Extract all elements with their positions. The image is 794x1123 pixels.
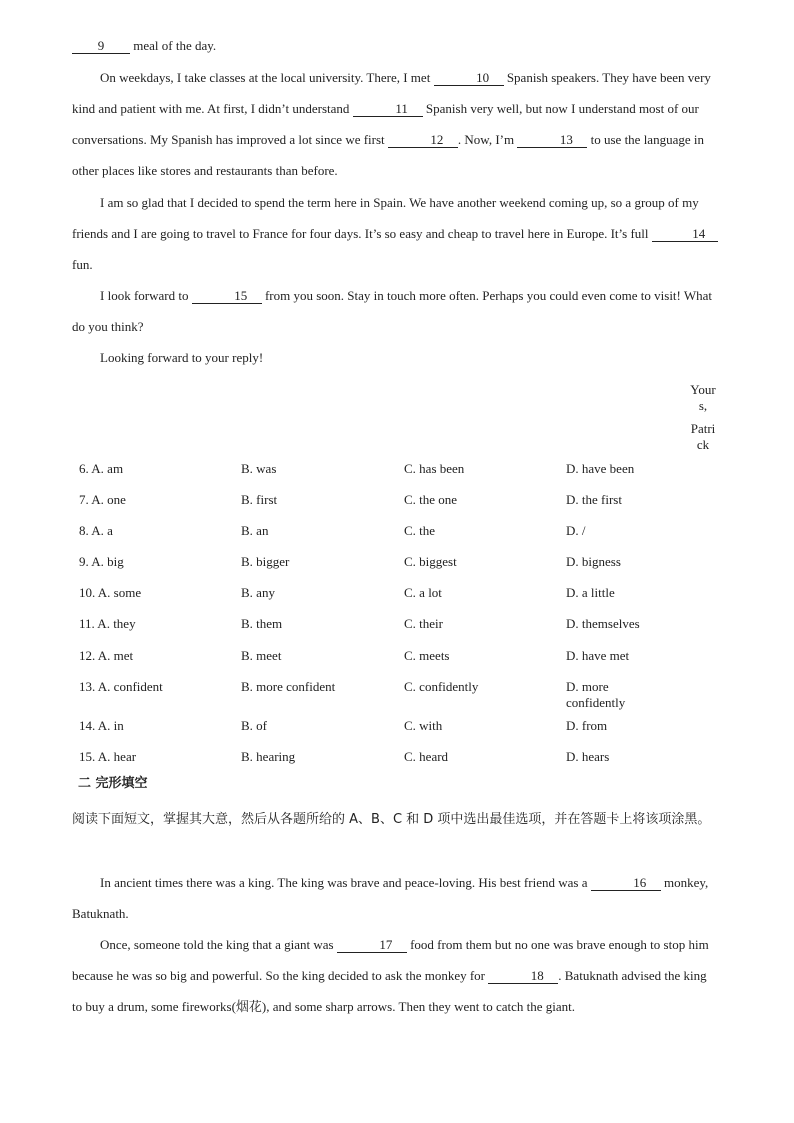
letter-paragraph-1: On weekdays, I take classes at the local university. There, I met 10 Spanish speakers. They have been very kind and patient with me. At first, I didn’t understand 11 Spanish very well, but now I understand most of our conversations. My Spanish has improved a lot since we first 12 . Now, I’m 13 to use the language in other places like stores and restaurants than before.	[72, 70, 711, 178]
option-b: B. more confident	[241, 679, 336, 694]
text-line: 9 meal of the day.	[72, 38, 216, 54]
option-b: B. an	[241, 523, 269, 538]
option-d: D. more confidently	[566, 679, 626, 710]
option-row	[79, 554, 719, 574]
blank-17: 17	[337, 938, 407, 953]
option-b: B. of	[241, 718, 267, 733]
blank-11: 11	[353, 102, 423, 117]
story-paragraph-1: In ancient times there was a king. The king was brave and peace-loving. His best friend was a 16 monkey, Batuknath.	[72, 875, 709, 921]
option-c: C. heard	[404, 749, 449, 764]
option-d: D. themselves	[566, 616, 640, 631]
option-c: C. confidently	[404, 679, 479, 694]
option-a: 8. A. a	[79, 523, 113, 538]
story-paragraph-2: Once, someone told the king that a giant was 17 food from them but no one was brave enough to stop him because he was so big and powerful. So the king decided to ask the monkey for 18 . Batuknath advised the king to buy a drum, some fireworks(烟花), and some sharp arrows. Then they went to catch the giant.	[72, 937, 709, 1014]
option-c: C. with	[404, 718, 443, 733]
blank-16: 16	[591, 876, 661, 891]
option-c: C. the	[404, 523, 436, 538]
option-b: B. bigger	[241, 554, 290, 569]
letter-paragraph-3: I look forward to 15 from you soon. Stay in touch more often. Perhaps you could even come to visit! What do you think?	[72, 288, 713, 334]
option-b: B. them	[241, 616, 283, 631]
option-row	[79, 749, 719, 769]
option-d: D. bigness	[566, 554, 621, 569]
option-c: C. a lot	[404, 585, 442, 600]
option-b: B. first	[241, 492, 278, 507]
signature-yours-2: s,	[698, 398, 708, 413]
option-row	[79, 648, 719, 668]
option-d: D. a little	[566, 585, 615, 600]
letter-closing: Looking forward to your reply!	[100, 350, 264, 365]
option-b: B. any	[241, 585, 275, 600]
option-a: 12. A. met	[79, 648, 134, 663]
option-d: D. have met	[566, 648, 630, 663]
option-c: C. the one	[404, 492, 458, 507]
option-row	[79, 585, 719, 605]
option-d: D. hears	[566, 749, 610, 764]
option-c: C. meets	[404, 648, 450, 663]
option-row	[79, 461, 719, 481]
option-row	[79, 616, 719, 636]
option-row	[79, 523, 719, 543]
option-b: B. was	[241, 461, 277, 476]
option-row	[79, 679, 719, 710]
blank-14: 14	[652, 227, 718, 242]
option-d: D. the first	[566, 492, 622, 507]
option-a: 6. A. am	[79, 461, 124, 476]
option-a: 14. A. in	[79, 718, 124, 733]
section-heading: 二 完形填空	[78, 776, 148, 791]
letter-paragraph-2: I am so glad that I decided to spend the term here in Spain. We have another weekend coming up, so a group of my friends and I are going to travel to France for four days. It’s so easy and cheap to travel here in Europe. It’s full 14 fun.	[72, 187, 720, 280]
option-d: D. /	[566, 523, 586, 538]
option-a: 7. A. one	[79, 492, 126, 507]
blank-9: 9	[72, 39, 130, 54]
blank-18: 18	[488, 969, 558, 984]
option-d: D. have been	[566, 461, 635, 476]
option-a: 11. A. they	[79, 616, 136, 631]
blank-12: 12	[388, 133, 458, 148]
option-d: D. from	[566, 718, 608, 733]
signature-yours-1: Your	[690, 382, 716, 397]
signature-name-1: Patri	[690, 421, 716, 436]
section-instruction: 阅读下面短文，掌握其大意，然后从各题所给的 A、B、C 和 D 项中选出最佳选项，并在答题卡上将该项涂黑。	[72, 812, 711, 827]
option-b: B. hearing	[241, 749, 296, 764]
blank-13: 13	[517, 133, 587, 148]
option-a: 15. A. hear	[79, 749, 137, 764]
option-c: C. has been	[404, 461, 465, 476]
blank-10: 10	[434, 71, 504, 86]
option-c: C. biggest	[404, 554, 457, 569]
option-row	[79, 492, 719, 512]
option-a: 10. A. some	[79, 585, 142, 600]
option-a: 9. A. big	[79, 554, 124, 569]
signature-name-2: ck	[696, 437, 710, 452]
option-c: C. their	[404, 616, 443, 631]
option-row	[79, 718, 719, 738]
option-a: 13. A. confident	[79, 679, 163, 694]
blank-15: 15	[192, 289, 262, 304]
option-b: B. meet	[241, 648, 282, 663]
